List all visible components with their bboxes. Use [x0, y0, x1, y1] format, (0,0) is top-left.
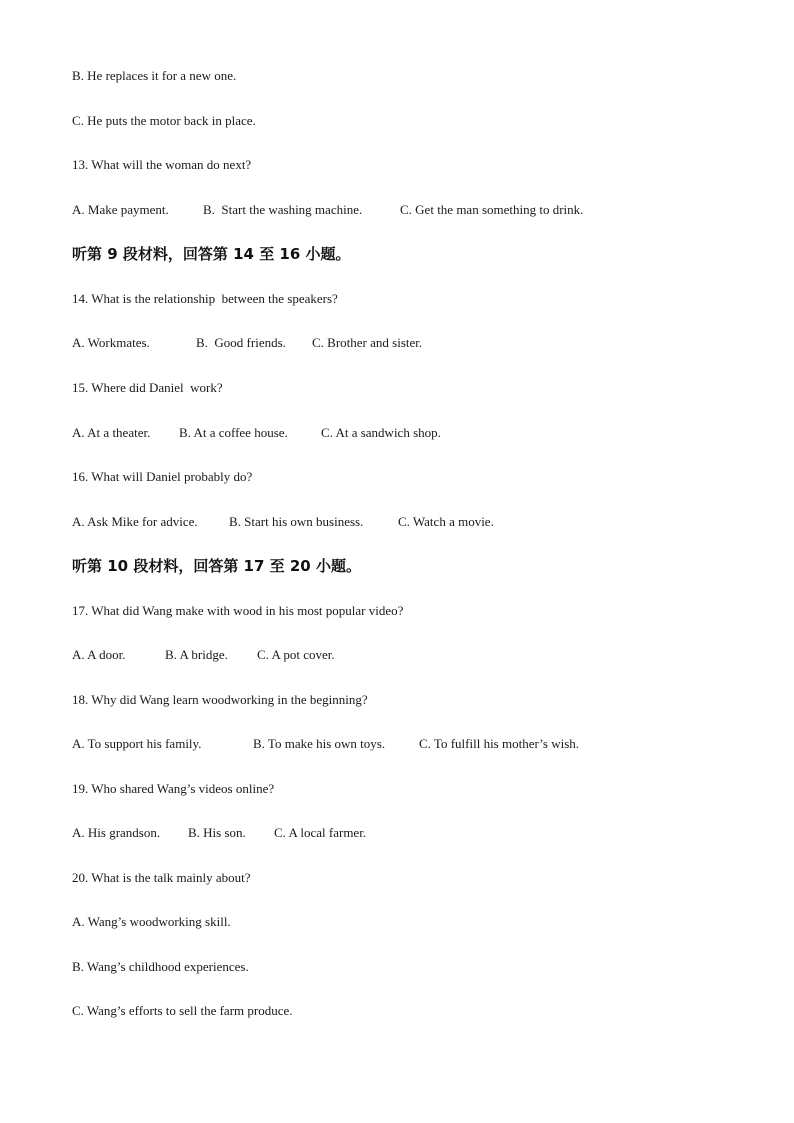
q20-question: 20. What is the talk mainly about?	[72, 870, 251, 885]
q17-question: 17. What did Wang make with wood in his most popular video?	[72, 603, 404, 618]
q13-options	[72, 202, 583, 218]
q19-option-a: A. His grandson.	[72, 825, 161, 840]
q18-option-a: A. To support his family.	[72, 736, 202, 751]
q14-question: 14. What is the relationship between the speakers?	[72, 291, 338, 306]
q15-option-c: C. At a sandwich shop.	[321, 425, 441, 440]
q19-options	[72, 825, 366, 841]
q12-option-b: B. He replaces it for a new one.	[72, 68, 237, 83]
q13-question: 13. What will the woman do next?	[72, 157, 252, 172]
q17-option-a: A. A door.	[72, 647, 126, 662]
q14-option-b: B. Good friends.	[196, 335, 286, 350]
q13-option-b: B. Start the washing machine.	[203, 202, 363, 217]
section-9-heading: 听第 9 段材料，回答第 14 至 16 小题。	[72, 245, 351, 263]
section-10-heading: 听第 10 段材料，回答第 17 至 20 小题。	[72, 557, 361, 575]
q16-options	[72, 514, 494, 530]
q16-option-a: A. Ask Mike for advice.	[72, 514, 198, 529]
q20-option-b: B. Wang’s childhood experiences.	[72, 959, 249, 974]
q14-option-c: C. Brother and sister.	[312, 335, 423, 350]
q18-question: 18. Why did Wang learn woodworking in the beginning?	[72, 692, 368, 707]
q18-option-c: C. To fulfill his mother’s wish.	[419, 736, 580, 751]
q18-option-b: B. To make his own toys.	[253, 736, 386, 751]
q13-option-a: A. Make payment.	[72, 202, 169, 217]
q17-option-c: C. A pot cover.	[257, 647, 335, 662]
q18-options	[72, 736, 579, 752]
q19-question: 19. Who shared Wang’s videos online?	[72, 781, 275, 796]
q15-question: 15. Where did Daniel work?	[72, 380, 223, 395]
q15-option-b: B. At a coffee house.	[179, 425, 288, 440]
q17-option-b: B. A bridge.	[165, 647, 228, 662]
q14-options	[72, 335, 422, 351]
q20-option-a: A. Wang’s woodworking skill.	[72, 914, 231, 929]
q15-options	[72, 425, 441, 441]
q16-option-b: B. Start his own business.	[229, 514, 364, 529]
q14-option-a: A. Workmates.	[72, 335, 150, 350]
q15-option-a: A. At a theater.	[72, 425, 151, 440]
q16-option-c: C. Watch a movie.	[398, 514, 494, 529]
q17-options	[72, 647, 335, 663]
q12-option-c: C. He puts the motor back in place.	[72, 113, 256, 128]
q19-option-c: C. A local farmer.	[274, 825, 367, 840]
q13-option-c: C. Get the man something to drink.	[400, 202, 584, 217]
q16-question: 16. What will Daniel probably do?	[72, 469, 253, 484]
q20-option-c: C. Wang’s efforts to sell the farm produce.	[72, 1003, 293, 1018]
q19-option-b: B. His son.	[188, 825, 246, 840]
